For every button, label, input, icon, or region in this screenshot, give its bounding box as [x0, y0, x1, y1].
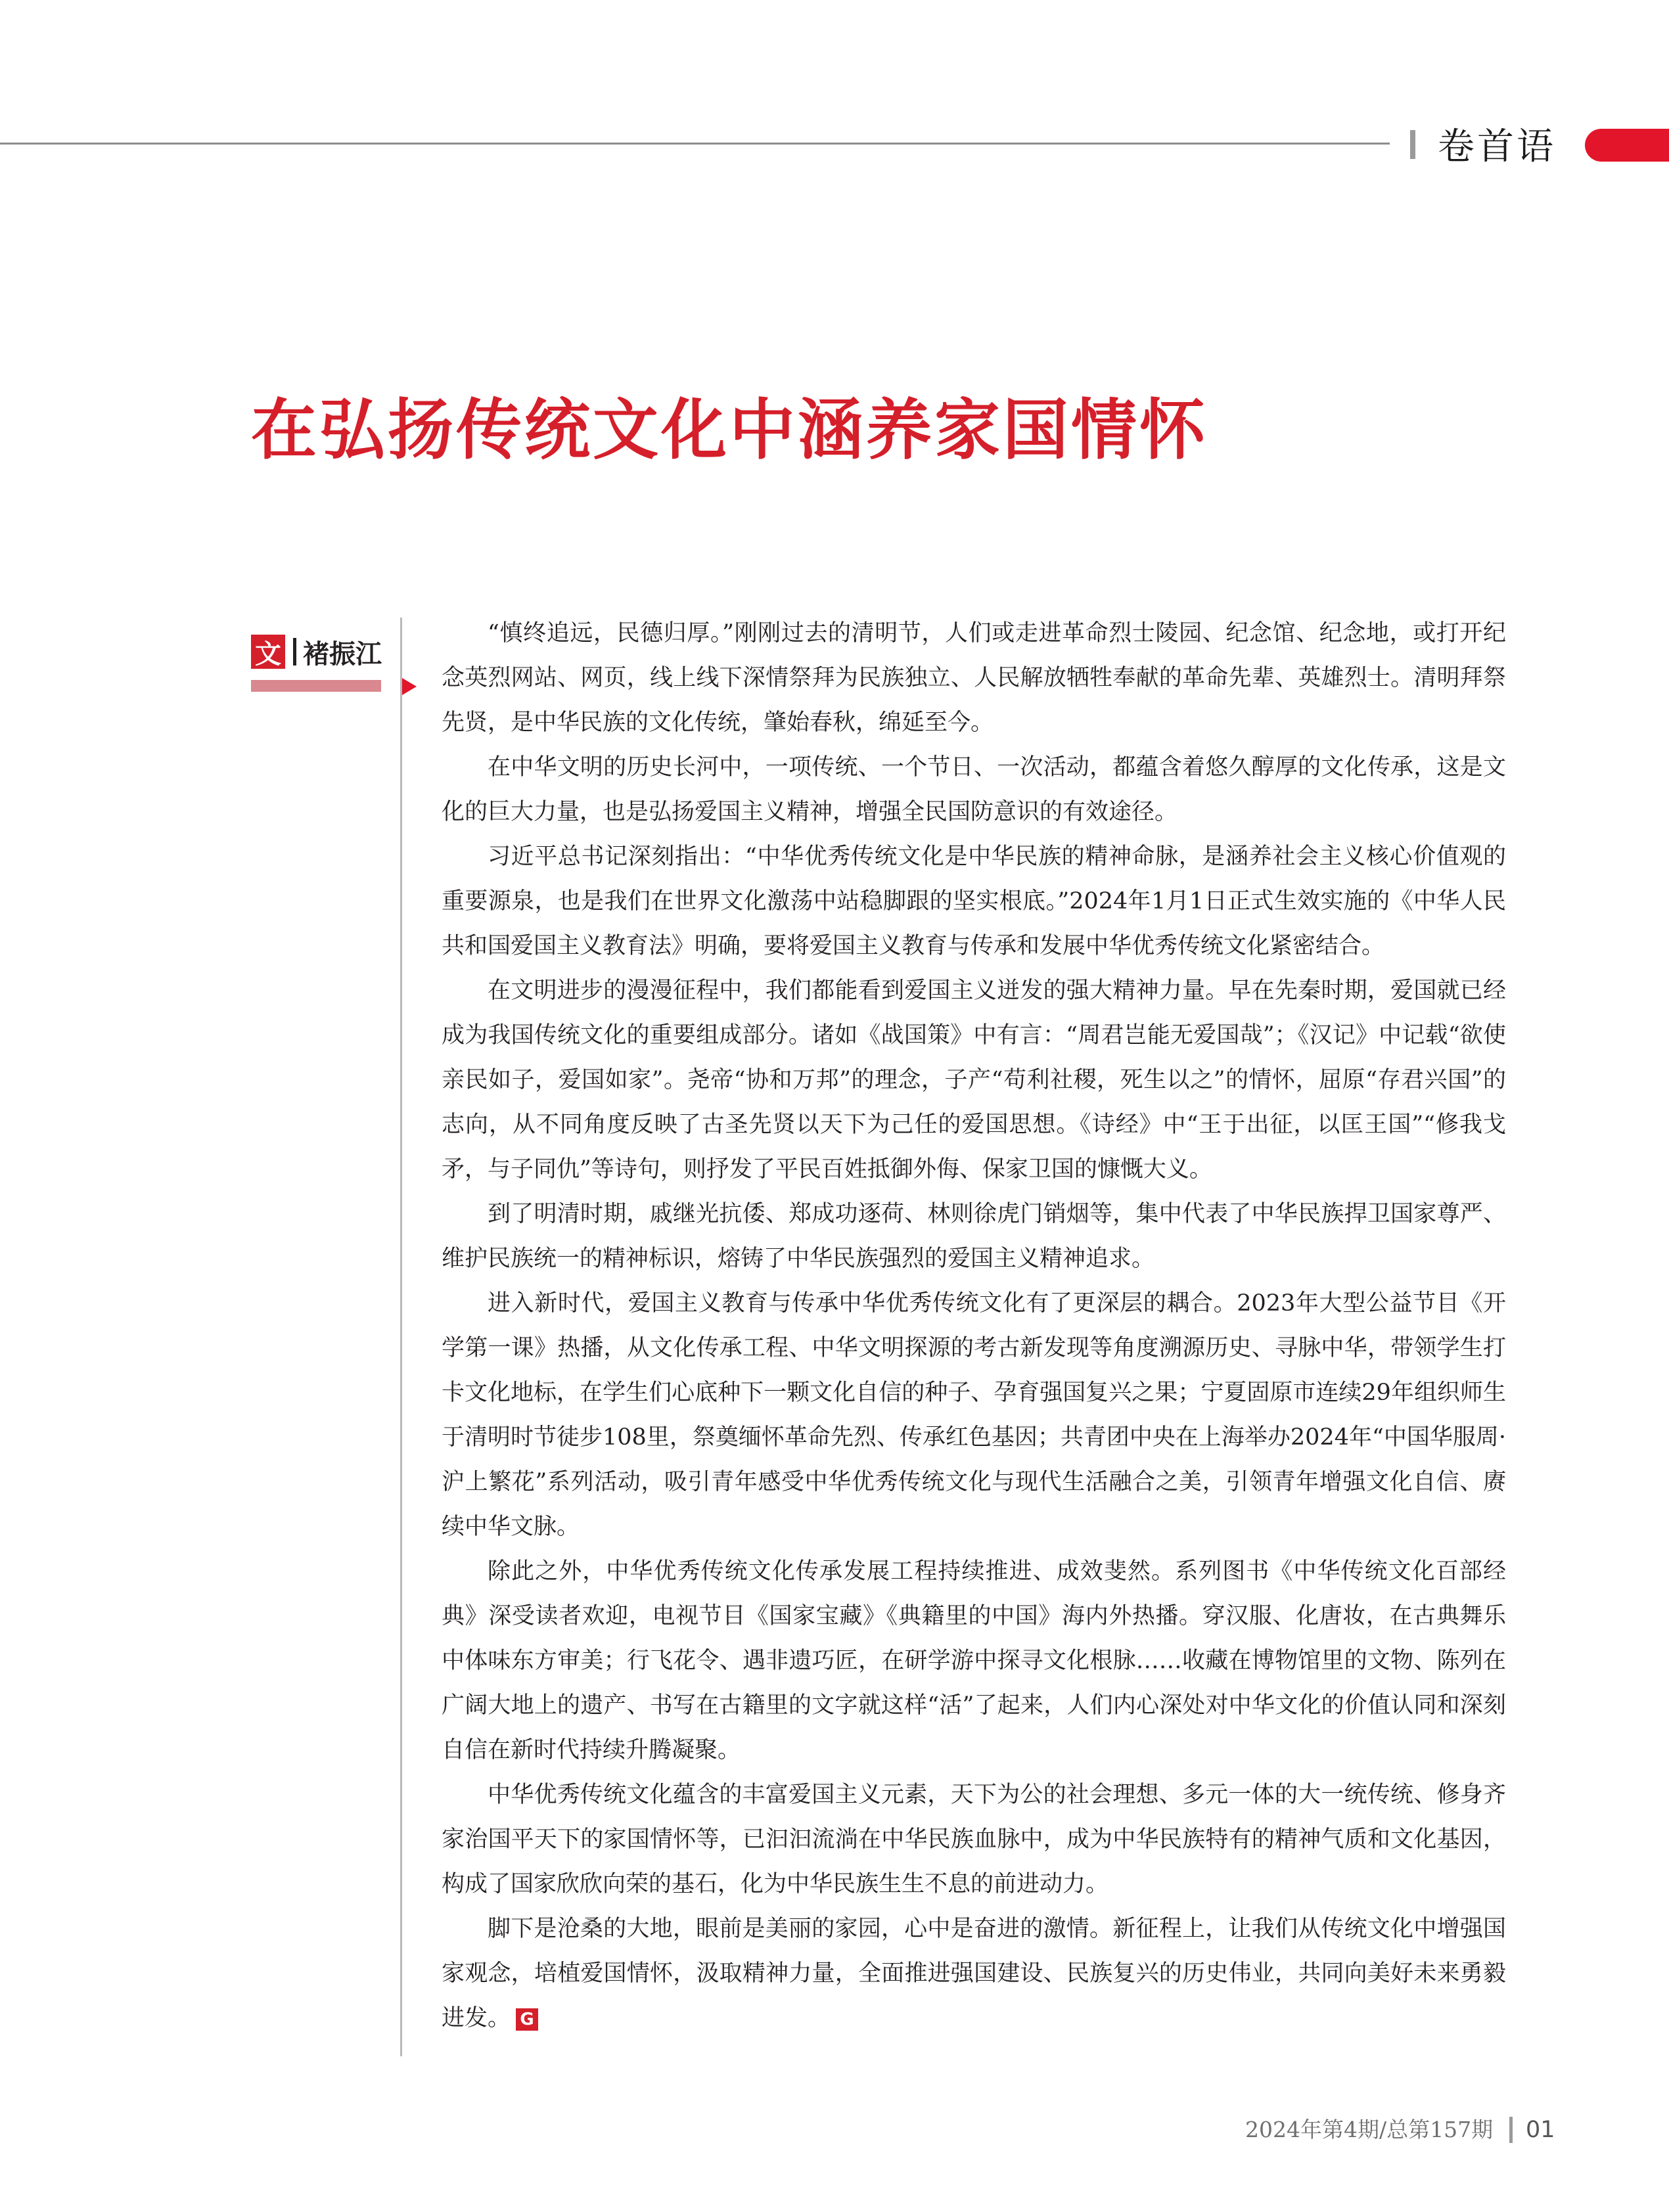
paragraph: 在文明进步的漫漫征程中，我们都能看到爱国主义迸发的强大精神力量。早在先秦时期，爱国就已经成为我国传统文化的重要组成部分。诸如《战国策》中有言：“周君岂能无爱国哉”；《汉记》中记载“欲使亲民如子，爱国如家”。尧帝“协和万邦”的理念，子产“苟利社稷，死生以之”的情怀，屈原“存君兴国”的志向，从不同角度反映了古圣先贤以天下为己任的爱国思想。《诗经》中“王于出征，以匡王国”“修我戈矛，与子同仇”等诗句，则抒发了平民百姓抵御外侮、保家卫国的慷慨大义。 — [442, 978, 1506, 1183]
paragraph: “慎终追远，民德归厚。”刚刚过去的清明节，人们或走进革命烈士陵园、纪念馆、纪念地，或打开纪念英烈网站、网页，线上线下深情祭拜为民族独立、人民解放牺牲奉献的革命先辈、英雄烈士。清明拜祭先贤，是中华民族的文化传统，肇始春秋，绵延至今。 — [442, 620, 1506, 736]
footer-divider — [1509, 2117, 1513, 2143]
header-red-tab — [1585, 129, 1669, 162]
end-mark-icon: G — [516, 2008, 538, 2031]
byline-tag: 文 — [251, 635, 285, 669]
paragraph: 习近平总书记深刻指出：“中华优秀传统文化是中华民族的精神命脉，是涵养社会主义核心价值观的重要源泉，也是我们在世界文化激荡中站稳脚跟的坚实根底。”2024年1月1日正式生效实施的《中华人民共和国爱国主义教育法》明确，要将爱国主义教育与传承和发展中华优秀传统文化紧密结合。 — [442, 844, 1506, 959]
column-rule — [400, 618, 402, 2056]
header-rule — [0, 143, 1390, 145]
paragraph: 到了明清时期，戚继光抗倭、郑成功逐荷、林则徐虎门销烟等，集中代表了中华民族捍卫国家尊严、维护民族统一的精神标识，熔铸了中华民族强烈的爱国主义精神追求。 — [442, 1201, 1506, 1272]
paragraph-text: 脚下是沧桑的大地，眼前是美丽的家园，心中是奋进的激情。新征程上，让我们从传统文化中增强国家观念，培植爱国情怀，汲取精神力量，全面推进强国建设、民族复兴的历史伟业，共同向美好未来勇毅进发。 — [442, 1916, 1506, 2031]
issue-info: 2024年第4期/总第157期 — [1245, 2117, 1494, 2142]
article-title: 在弘扬传统文化中涵养家国情怀 — [251, 392, 1208, 468]
paragraph: 除此之外，中华优秀传统文化传承发展工程持续推进、成效斐然。系列图书《中华传统文化百部经典》深受读者欢迎，电视节目《国家宝藏》《典籍里的中国》海内外热播。穿汉服、化唐妆，在古典舞乐中体味东方审美；行飞花令、遇非遗巧匠，在研学游中探寻文化根脉……收藏在博物馆里的文物、陈列在广阔大地上的遗产、书写在古籍里的文字就这样“活”了起来，人们内心深处对中华文化的价值认同和深刻自信在新时代持续升腾凝聚。 — [442, 1558, 1506, 1763]
author-name: 褚振江 — [303, 639, 382, 669]
byline-underline — [251, 680, 381, 692]
paragraph-last — [442, 1907, 1506, 2041]
arrow-marker-icon — [402, 678, 417, 695]
paragraph: 中华优秀传统文化蕴含的丰富爱国主义元素，天下为公的社会理想、多元一体的大一统传统、修身齐家治国平天下的家国情怀等，已汩汩流淌在中华民族血脉中，成为中华民族特有的精神气质和文化基因，构成了国家欣欣向荣的基石，化为中华民族生生不息的前进动力。 — [442, 1782, 1506, 1897]
paragraph: 进入新时代，爱国主义教育与传承中华优秀传统文化有了更深层的耦合。2023年大型公益节目《开学第一课》热播，从文化传承工程、中华文明探源的考古新发现等角度溯源历史、寻脉中华，带领学生打卡文化地标，在学生们心底种下一颗文化自信的种子、孕育强国复兴之果；宁夏固原市连续29年组织师生于清明时节徒步108里，祭奠缅怀革命先烈、传承红色基因；共青团中央在上海举办2024年“中国华服周·沪上繁花”系列活动，吸引青年感受中华优秀传统文化与现代生活融合之美，引领青年增强文化自信、赓续中华文脉。 — [442, 1290, 1506, 1540]
paragraph: 在中华文明的历史长河中，一项传统、一个节日、一次活动，都蕴含着悠久醇厚的文化传承，这是文化的巨大力量，也是弘扬爱国主义精神，增强全民国防意识的有效途径。 — [442, 754, 1506, 825]
byline-divider — [293, 638, 296, 666]
section-label: 卷首语 — [1438, 125, 1556, 168]
header-divider — [1410, 130, 1415, 159]
article-body — [442, 611, 1506, 2041]
page-number: 01 — [1526, 2117, 1555, 2143]
byline — [251, 632, 382, 671]
